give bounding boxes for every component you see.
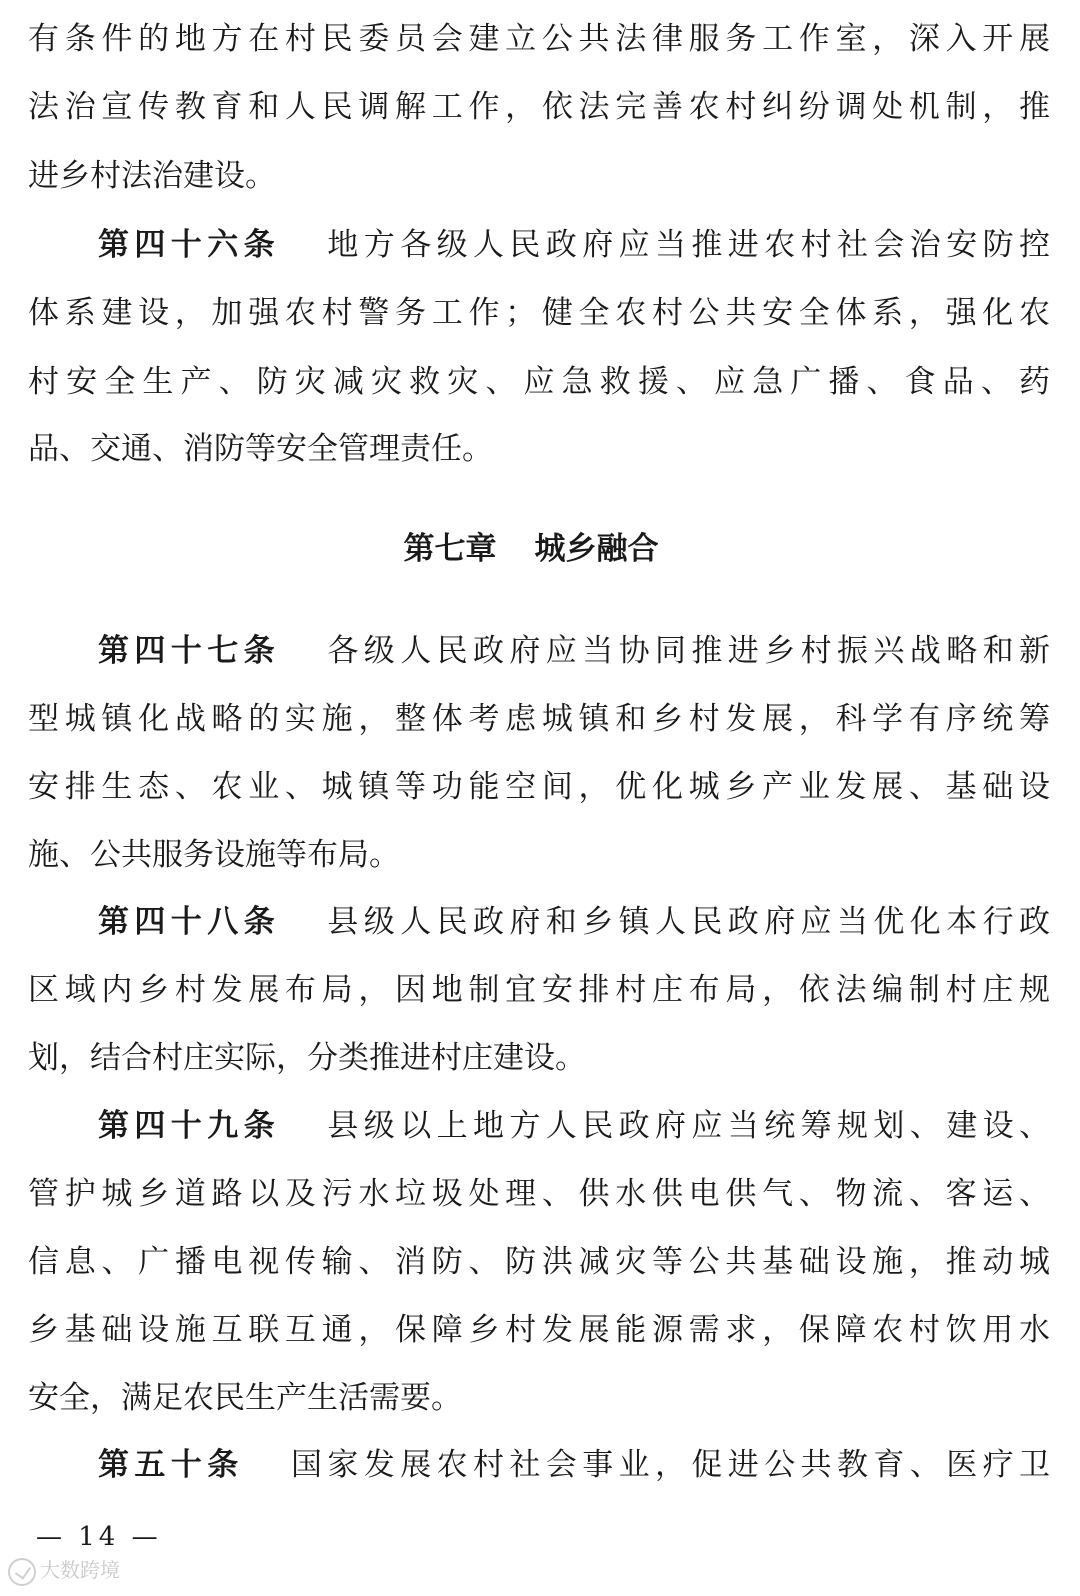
article-text: 县级以上地方人民政府应当统筹规划、建设、 (322, 1108, 1050, 1144)
body-line: 乡基础设施互联互通，保障乡村发展能源需求，保障农村饮用水 (28, 1312, 1050, 1348)
body-line: 划，结合村庄实际，分类推进村庄建设。 (28, 1040, 586, 1076)
body-line: 施、公共服务设施等布局。 (28, 837, 400, 873)
body-line: 型城镇化战略的实施，整体考虑城镇和乡村发展，科学有序统筹 (28, 701, 1050, 737)
chapter-title: 城乡融合 (534, 531, 659, 567)
watermark-text: 大数跨境 (40, 1558, 120, 1582)
article-text: 县级人民政府和乡镇人民政府应当优化本行政 (322, 904, 1050, 940)
article-label: 第四十九条 (98, 1108, 280, 1144)
body-line: 进乡村法治建设。 (28, 158, 276, 194)
page-number: — 14 — (36, 1522, 162, 1552)
body-line: 体系建设，加强农村警务工作；健全农村公共安全体系，强化农 (28, 295, 1050, 331)
body-line: 安全，满足农民生产生活需要。 (28, 1380, 462, 1416)
chapter-heading (0, 532, 1062, 566)
article-49-first-line (98, 1109, 1050, 1143)
body-line: 区域内乡村发展布局，因地制宜安排村庄布局，依法编制村庄规 (28, 972, 1050, 1008)
body-line: 有条件的地方在村民委员会建立公共法律服务工作室，深入开展 (28, 21, 1050, 57)
watermark-logo-icon (8, 1558, 36, 1586)
article-label: 第五十条 (98, 1447, 244, 1483)
article-48-first-line (98, 905, 1050, 939)
article-46-first-line (98, 228, 1050, 262)
article-label: 第四十六条 (98, 227, 280, 263)
body-line: 品、交通、消防等安全管理责任。 (28, 431, 493, 467)
article-text: 各级人民政府应当协同推进乡村振兴战略和新 (322, 633, 1050, 669)
article-label: 第四十七条 (98, 633, 280, 669)
body-line: 管护城乡道路以及污水垃圾处理、供水供电供气、物流、客运、 (28, 1176, 1050, 1212)
article-label: 第四十八条 (98, 904, 280, 940)
body-line: 村安全生产、防灾减灾救灾、应急救援、应急广播、食品、药 (28, 364, 1050, 400)
article-text: 国家发展农村社会事业，促进公共教育、医疗卫 (285, 1447, 1051, 1483)
article-50-first-line (98, 1448, 1050, 1482)
article-text: 地方各级人民政府应当推进农村社会治安防控 (322, 227, 1050, 263)
body-line: 信息、广播电视传输、消防、防洪减灾等公共基础设施，推动城 (28, 1244, 1050, 1280)
body-line: 法治宣传教育和人民调解工作，依法完善农村纠纷调处机制，推 (28, 89, 1050, 125)
watermark (8, 1556, 120, 1586)
chapter-number: 第七章 (403, 531, 497, 567)
article-47-first-line (98, 634, 1050, 668)
body-line: 安排生态、农业、城镇等功能空间，优化城乡产业发展、基础设 (28, 769, 1050, 805)
